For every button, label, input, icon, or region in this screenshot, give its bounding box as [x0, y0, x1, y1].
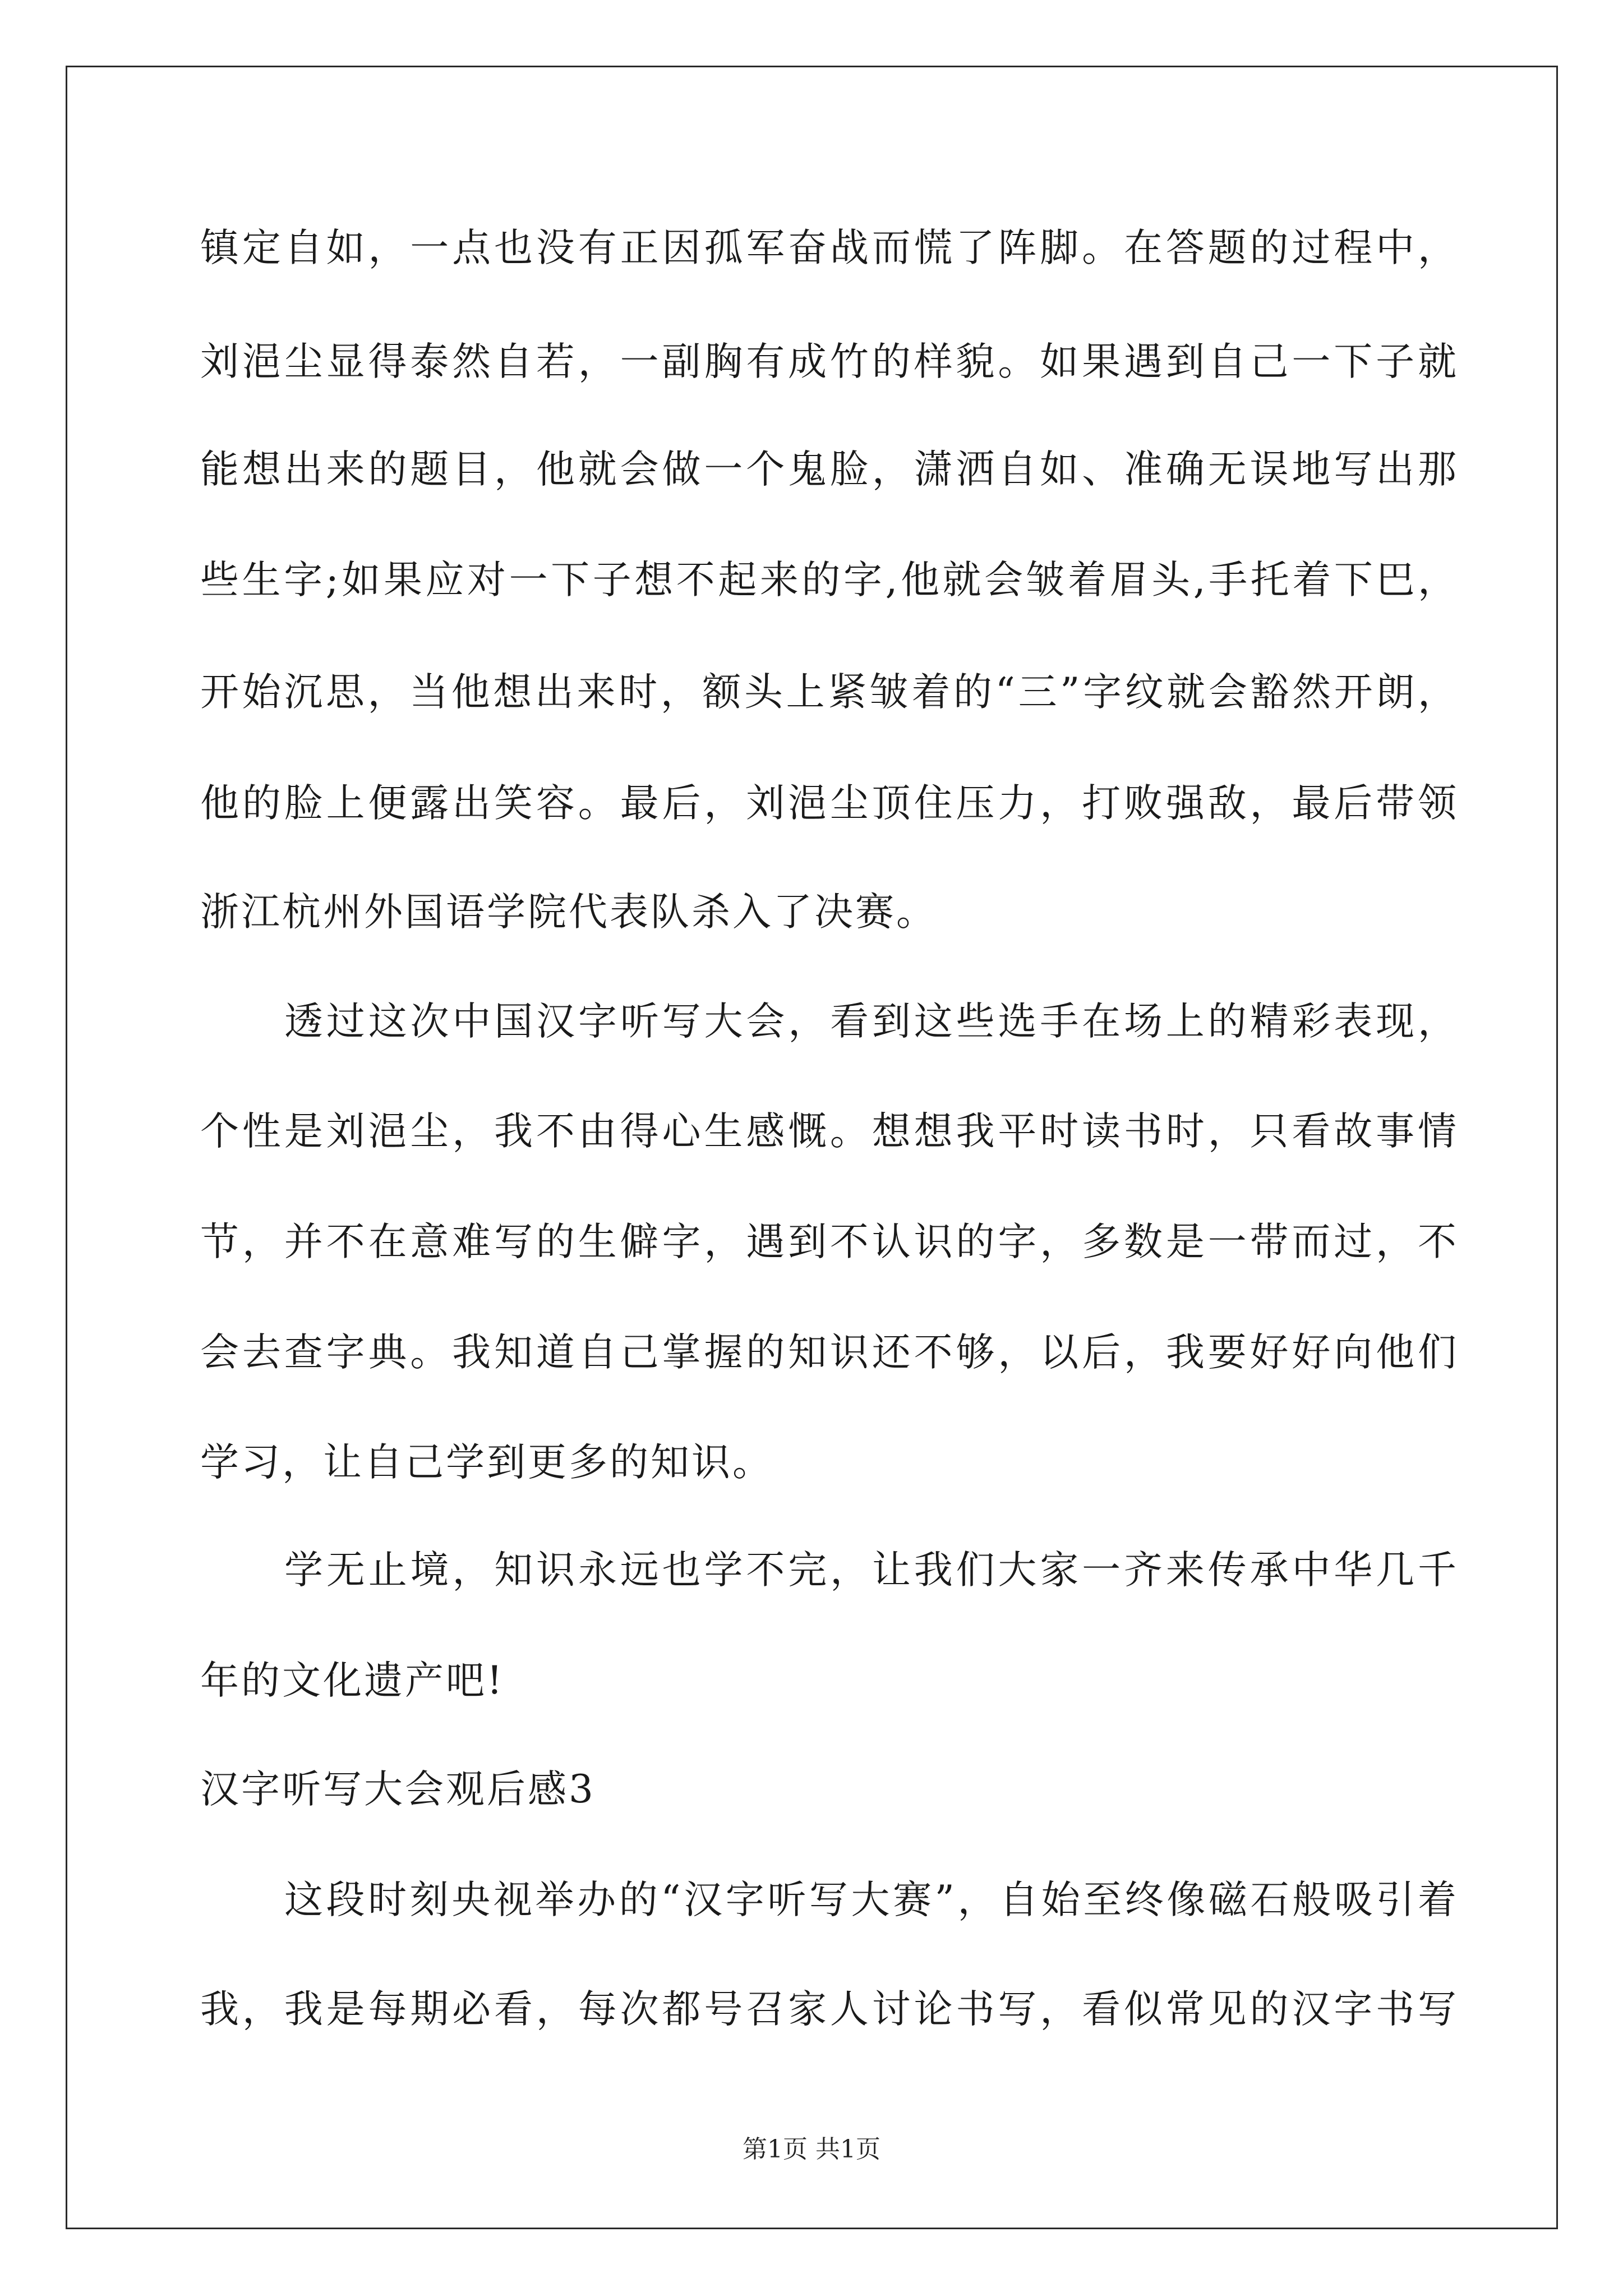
paragraph-line: 学无止境，知识永远也学不完，让我们大家一齐来传承中华几千	[284, 1548, 1456, 1593]
paragraph-line: 学习，让自己学到更多的知识。	[200, 1440, 773, 1485]
paragraph-line: 开始沉思，当他想出来时，额头上紧皱着的“三”字纹就会豁然开朗，	[200, 670, 1456, 715]
paragraph-line: 年的文化遗产吧!	[200, 1658, 505, 1703]
paragraph-line: 镇定自如，一点也没有正因孤军奋战而慌了阵脚。在答题的过程中，	[200, 226, 1456, 270]
paragraph-line: 透过这次中国汉字听写大会，看到这些选手在场上的精彩表现，	[284, 999, 1456, 1044]
paragraph-line: 些生字;如果应对一下子想不起来的字,他就会皱着眉头,手托着下巴，	[200, 558, 1456, 602]
section-heading: 汉字听写大会观后感3	[200, 1767, 596, 1812]
paragraph-line: 他的脸上便露出笑容。最后，刘浥尘顶住压力，打败强敌，最后带领	[200, 781, 1456, 826]
paragraph-line: 我，我是每期必看，每次都号召家人讨论书写，看似常见的汉字书写	[200, 1987, 1456, 2032]
paragraph-line: 浙江杭州外国语学院代表队杀入了决赛。	[200, 890, 937, 935]
paragraph-line: 能想出来的题目，他就会做一个鬼脸，潇洒自如、准确无误地写出那	[200, 447, 1456, 492]
paragraph-line: 会去查字典。我知道自己掌握的知识还不够，以后，我要好好向他们	[200, 1330, 1456, 1375]
paragraph-line: 节，并不在意难写的生僻字，遇到不认识的字，多数是一带而过，不	[200, 1220, 1456, 1264]
page-footer: 第1页 共1页	[743, 2135, 880, 2164]
paragraph-line: 这段时刻央视举办的“汉字听写大赛”，自始至终像磁石般吸引着	[284, 1878, 1456, 1922]
paragraph-line: 刘浥尘显得泰然自若，一副胸有成竹的样貌。如果遇到自己一下子就	[200, 339, 1456, 384]
paragraph-line: 个性是刘浥尘，我不由得心生感慨。想想我平时读书时，只看故事情	[200, 1109, 1456, 1154]
